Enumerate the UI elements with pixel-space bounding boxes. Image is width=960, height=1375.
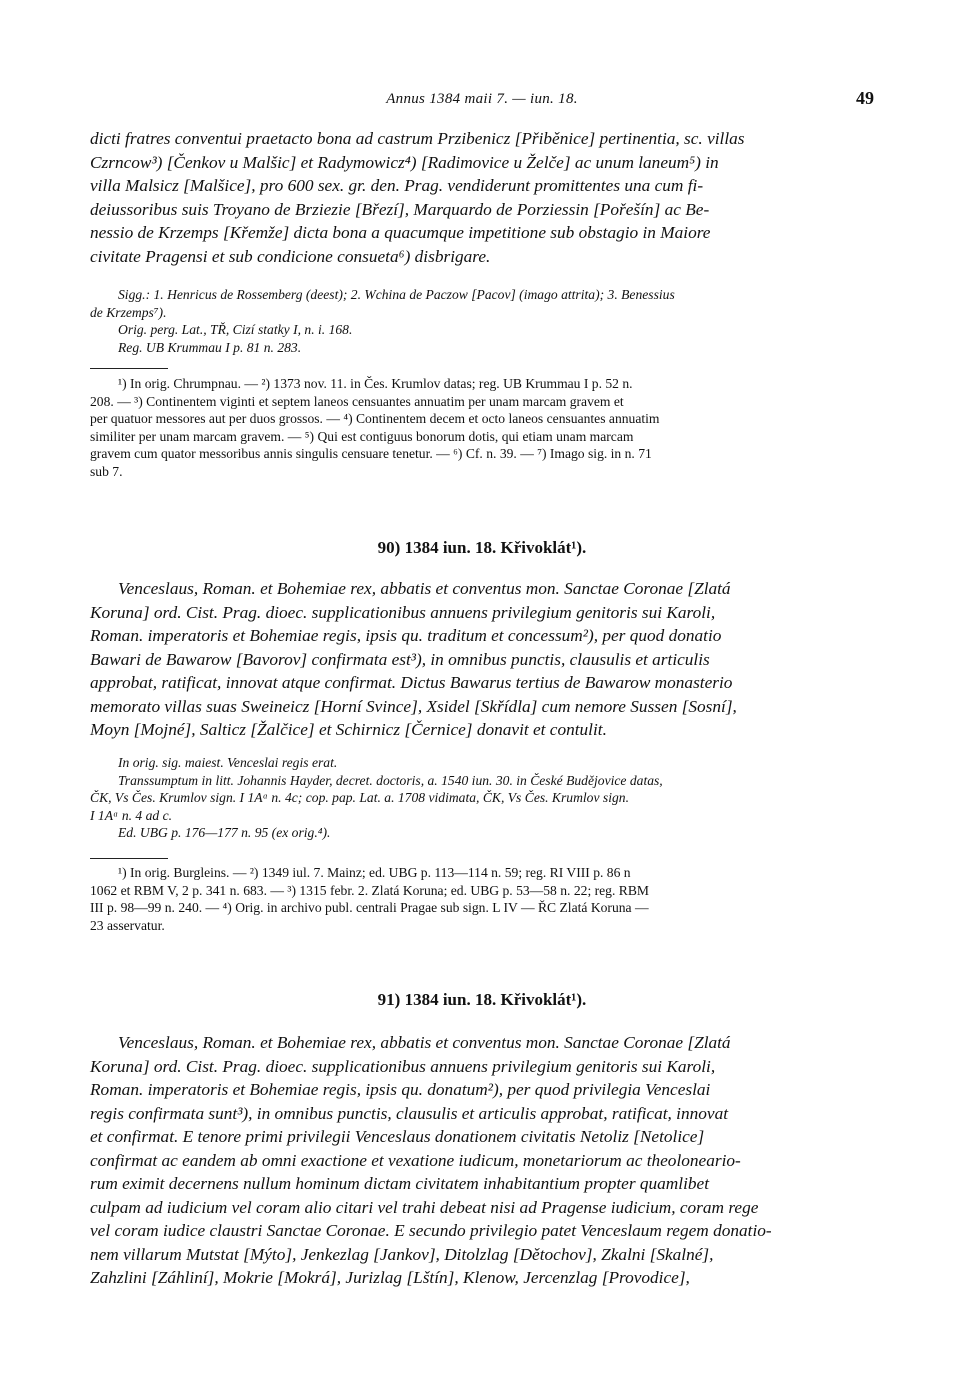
footnote-line: 1062 et RBM V, 2 p. 341 n. 683. — ³) 1315 febr. 2. Zlatá Koruna; ed. UBG p. 53—58 n. 22; reg. RBM (90, 882, 649, 898)
text-line: culpam ad iudicium vel coram alio citari vel trahi debeat nisi ad Pragense iudicium, coram rege (90, 1197, 759, 1217)
footnote-line: sub 7. (90, 463, 123, 479)
text-line: nessio de Krzemps [Křemže] dicta bona a quacumque impetitione sub obstagio in Maiore (90, 223, 711, 242)
text-line: Venceslaus, Roman. et Bohemiae rex, abbatis et conventus mon. Sanctae Coronae [Zlatá (118, 579, 731, 598)
footnote-line: III p. 98—99 n. 240. — ⁴) Orig. in archivo publ. centrali Pragae sub sign. L IV — ŘC Zlatá Koruna — (90, 900, 649, 915)
footnote-line: per quatuor messores aut per duos grossos. — ⁴) Continentem decem et octo laneos censuantes annuatim (90, 411, 660, 426)
doc89-footnotes (90, 375, 874, 480)
footnote-line: 208. — ³) Continentem viginti et septem laneos censuantes annuatim per unam marcam gravem et (90, 393, 624, 409)
text-line: dicti fratres conventui praetacto bona ad castrum Przibenicz [Přiběnice] pertinentia, sc. villas (90, 129, 745, 148)
text-line: Koruna] ord. Cist. Prag. dioec. supplicationibus annuens privilegium genitoris sui Karoli, (90, 1056, 716, 1076)
footnote-line: similiter per unam marcam gravem. — ⁵) Qui est contiguus bonorum dotis, qui etiam unam marcam (90, 428, 634, 444)
text-line: villa Malsicz [Malšice], pro 600 sex. gr. den. Prag. vendiderunt promittentes una cum fi- (90, 176, 704, 195)
seals-note-cont: de Krzemps⁷). (90, 304, 167, 320)
text-line: Czrncow³) [Čenkov u Malšic] et Radymowicz⁴) [Radimovice u Želče] ac unum laneum⁵) in (90, 152, 719, 172)
text-line: rum eximit decernens nullum hominum dictam civitatem inhabitantium propter quamlibet (90, 1174, 709, 1193)
text-line: approbat, ratificat, innovat atque confirmat. Dictus Bawarus tertius de Bawarow monasterio (90, 673, 733, 692)
text-line: Venceslaus, Roman. et Bohemiae rex, abbatis et conventus mon. Sanctae Coronae [Zlatá (118, 1033, 731, 1052)
doc90-text (90, 577, 874, 742)
footnote-divider (90, 858, 168, 859)
text-line: regis confirmata sunt³), in omnibus punctis, clausulis et articulis approbat, ratificat, innovat (90, 1103, 729, 1123)
text-line: Koruna] ord. Cist. Prag. dioec. supplicationibus annuens privilegium genitoris sui Karoli, (90, 602, 716, 622)
doc91-text (90, 1031, 874, 1290)
text-line: deiussoribus suis Troyano de Brziezie [Březí], Marquardo de Porziessin [Pořešín] ac Be- (90, 199, 710, 219)
text-line: memorato villas suas Sweineicz [Horní Svince], Xsidel [Skřídla] cum nemore Sussen [Sosní], (90, 696, 737, 716)
transsumpt-note-cont: I 1Aᵅ n. 4 ad c. (90, 807, 173, 823)
text-line: civitate Pragensi et sub condicione consueta⁶) disbrigare. (90, 246, 491, 266)
doc89-text (90, 127, 874, 268)
page-number: 49 (856, 88, 874, 108)
running-title: Annus 1384 maii 7. — iun. 18. (386, 91, 578, 107)
text-line: nem villarum Mutstat [Mýto], Jenkezlag [Jankov], Ditolzlag [Dětochov], Zkalni [Skalné], (90, 1244, 714, 1264)
text-line: vel coram iudice claustri Sanctae Coronae. E secundo privilegio patet Venceslaum regem donatio- (90, 1221, 772, 1240)
footnote-line: ¹) In orig. Burgleins. — ²) 1349 iul. 7. Mainz; ed. UBG p. 113—114 n. 59; reg. RI VIII p. 86 n (118, 865, 631, 880)
doc90-notes (90, 754, 874, 842)
text-line: Moyn [Mojné], Salticz [Žalčice] et Schirnicz [Černice] donavit et contulit. (90, 720, 607, 739)
regest-note: Reg. UB Krummau I p. 81 n. 283. (118, 339, 302, 355)
text-line: Zahzlini [Záhliní], Mokrie [Mokrá], Jurizlag [Lštín], Klenow, Jercenzlag [Provodice], (90, 1268, 690, 1287)
seals-note: Sigg.: 1. Henricus de Rossemberg (deest); 2. Wchina de Paczow [Pacov] (imago attrita); 3. Benessius (118, 287, 675, 302)
doc91-heading: 91) 1384 iun. 18. Křivoklát¹). (377, 990, 587, 1009)
doc89-notes (90, 286, 874, 356)
footnote-line: ¹) In orig. Chrumpnau. — ²) 1373 nov. 11. in Čes. Krumlov datas; reg. UB Krummau I p. 52 n. (118, 376, 633, 391)
transsumpt-note-cont: ČK, Vs Čes. Krumlov sign. I 1Aᵅ n. 4c; cop. pap. Lat. a. 1708 vidimata, ČK, Vs Čes. Krumlov sign. (90, 790, 629, 805)
page-header (90, 88, 874, 112)
original-note: Orig. perg. Lat., TŘ, Cizí statky I, n. i. 168. (118, 322, 353, 337)
footnote-line: gravem cum quator messoribus annis singulis censuare tenetur. — ⁶) Cf. n. 39. — ⁷) Imago sig. in n. 71 (90, 446, 652, 461)
footnote-divider (90, 368, 168, 369)
text-line: et confirmat. E tenore primi privilegii Venceslaus donationem civitatis Netoliz [Netolice] (90, 1127, 705, 1146)
transsumpt-note: Transsumptum in litt. Johannis Hayder, decret. doctoris, a. 1540 iun. 30. in České Budějovice datas, (118, 772, 663, 788)
doc90-heading: 90) 1384 iun. 18. Křivoklát¹). (377, 538, 587, 557)
edition-note: Ed. UBG p. 176—177 n. 95 (ex orig.⁴). (118, 825, 331, 840)
seal-note: In orig. sig. maiest. Venceslai regis erat. (118, 755, 338, 770)
text-line: Bawari de Bawarow [Bavorov] confirmata est³), in omnibus punctis, clausulis et articulis (90, 649, 710, 669)
text-line: confirmat ac eandem ab omni exactione et vexatione iudicum, monetariorum ac theoloneario- (90, 1150, 741, 1170)
text-line: Roman. imperatoris et Bohemiae regis, ipsis qu. traditum et concessum²), per quod donatio (90, 626, 722, 645)
text-line: Roman. imperatoris et Bohemiae regis, ipsis qu. donatum²), per quod privilegia Venceslai (90, 1080, 711, 1099)
footnote-line: 23 asservatur. (90, 917, 165, 933)
doc90-footnotes (90, 864, 874, 934)
